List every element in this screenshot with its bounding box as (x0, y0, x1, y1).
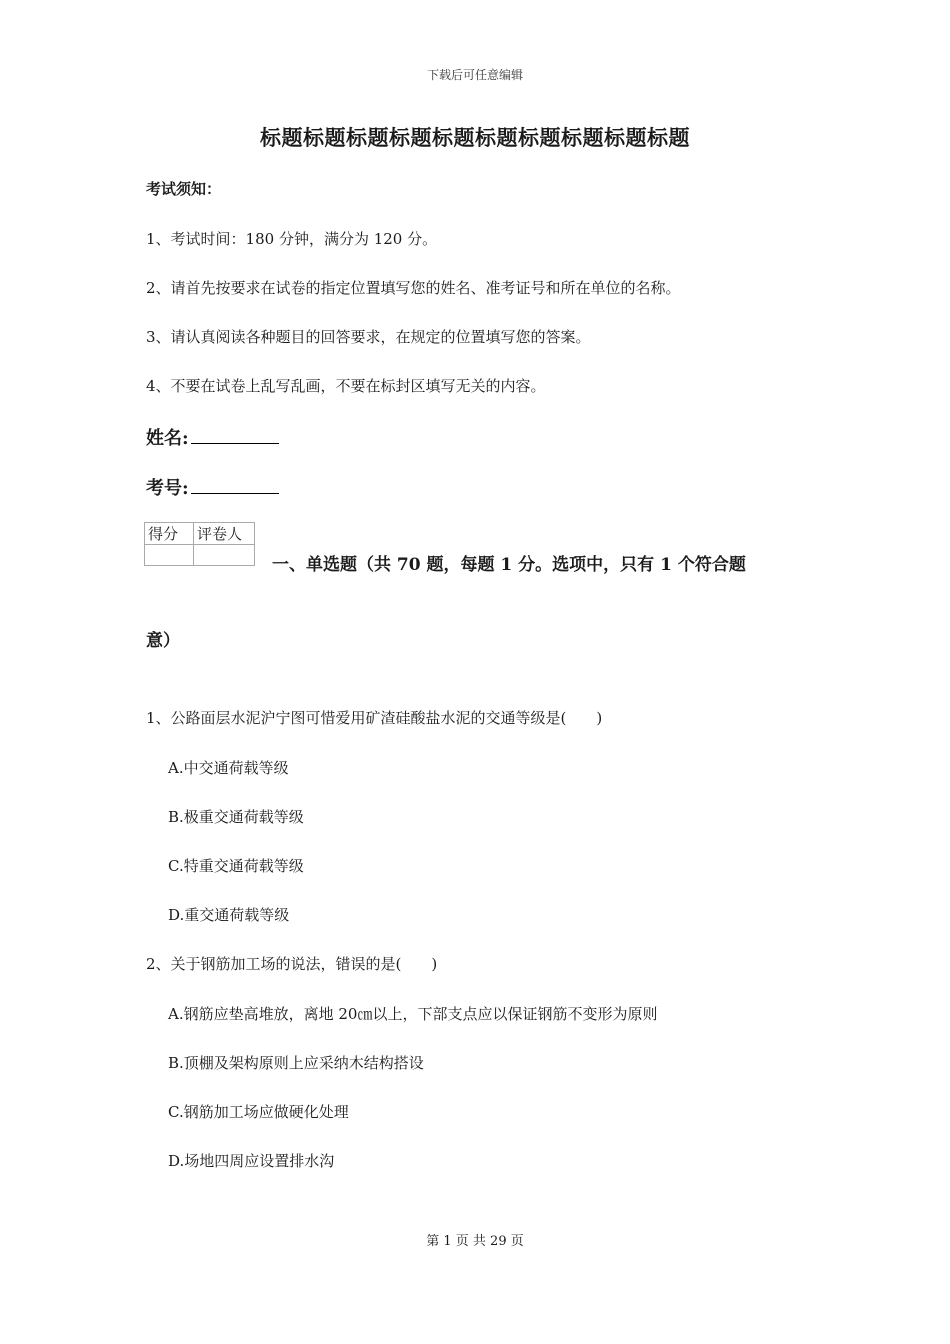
question-option: A.中交通荷载等级 (168, 759, 289, 777)
question-option: D.重交通荷载等级 (168, 906, 290, 924)
name-label: 姓名: (146, 428, 189, 449)
notice-item: 2、请首先按要求在试卷的指定位置填写您的姓名、准考证号和所在单位的名称。 (146, 279, 681, 297)
header-note: 下载后可任意编辑 (426, 68, 523, 82)
document-title: 标题标题标题标题标题标题标题标题标题标题 (260, 125, 690, 150)
notice-heading: 考试须知： (146, 180, 222, 198)
section-title: 一、单选题（共 70 题，每题 1 分。选项中，只有 1 个符合题 (272, 555, 746, 575)
question-option: B.顶棚及架构原则上应采纳木结构搭设 (168, 1054, 424, 1072)
score-table (144, 522, 255, 566)
score-cell (145, 545, 194, 566)
grader-header: 评卷人 (194, 523, 255, 545)
notice-item: 1、考试时间：180 分钟，满分为 120 分。 (146, 230, 438, 248)
question-option: C.特重交通荷载等级 (168, 857, 304, 875)
grader-cell (194, 545, 255, 566)
question-stem: 2、关于钢筋加工场的说法，错误的是( ) (146, 955, 438, 973)
notice-item: 3、请认真阅读各种题目的回答要求，在规定的位置填写您的答案。 (146, 328, 591, 346)
score-header: 得分 (145, 523, 194, 545)
exam-id-label: 考号: (146, 478, 189, 499)
question-option: A.钢筋应垫高堆放，离地 20㎝以上，下部支点应以保证钢筋不变形为原则 (168, 1005, 658, 1023)
question-option: D.场地四周应设置排水沟 (168, 1152, 335, 1170)
exam-id-field (146, 474, 279, 500)
question-option: C.钢筋加工场应做硬化处理 (168, 1103, 349, 1121)
notice-item: 4、不要在试卷上乱写乱画，不要在标封区填写无关的内容。 (146, 377, 546, 395)
name-field (146, 424, 279, 450)
page-footer: 第 1 页 共 29 页 (426, 1234, 524, 1249)
section-title-continued: 意） (146, 631, 180, 651)
name-blank[interactable] (191, 427, 279, 444)
question-option: B.极重交通荷载等级 (168, 808, 304, 826)
question-stem: 1、公路面层水泥沪宁图可惜爱用矿渣硅酸盐水泥的交通等级是( ) (146, 709, 603, 727)
exam-id-blank[interactable] (191, 477, 279, 494)
